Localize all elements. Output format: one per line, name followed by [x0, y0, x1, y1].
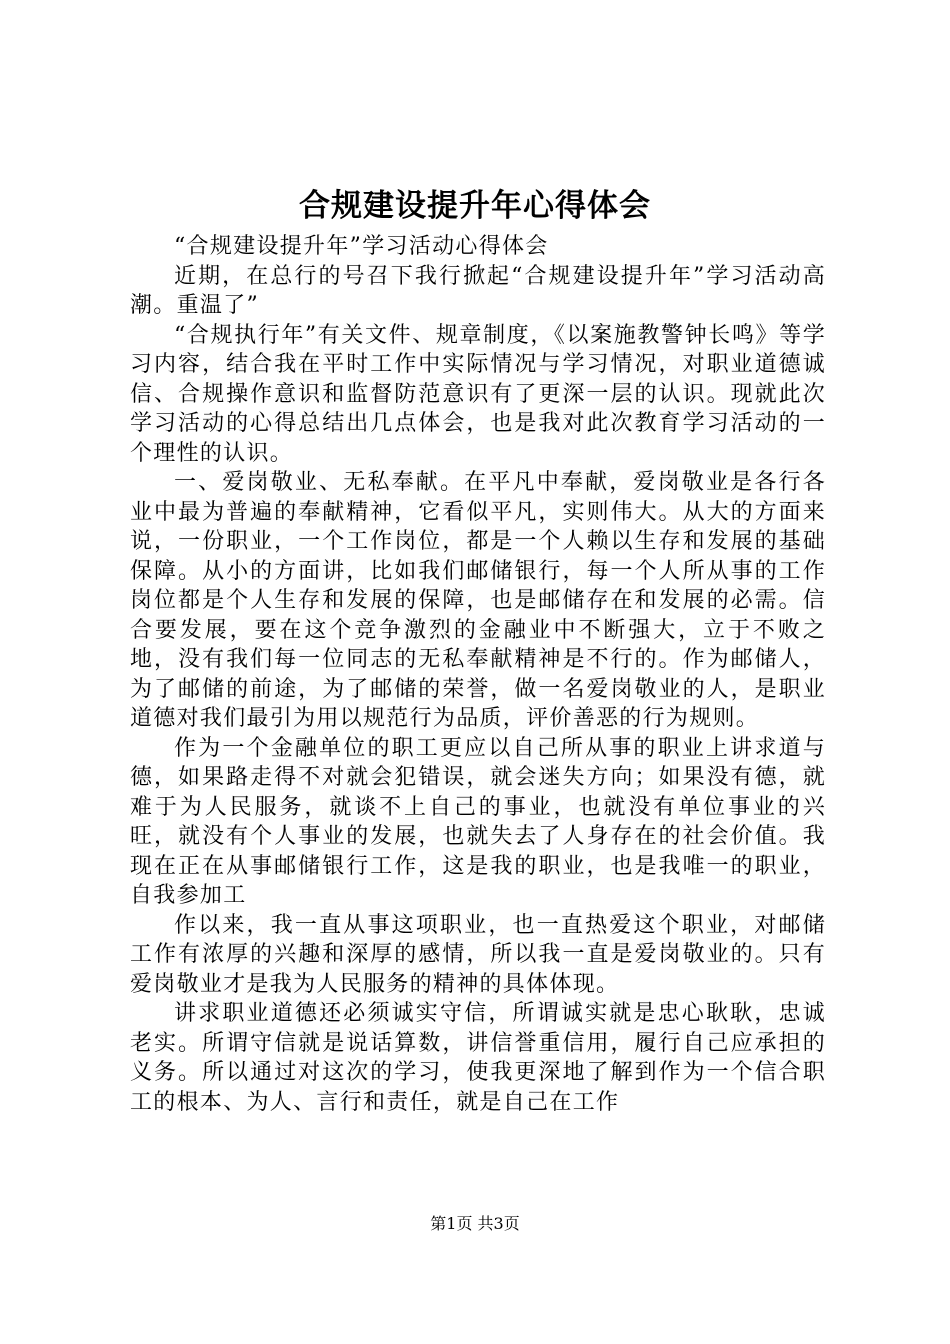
paragraph-point-one: 一、爱岗敬业、无私奉献。在平凡中奉献，爱岗敬业是各行各业中最为普遍的奉献精神，它看似平凡，实则伟大。从大的方面来说，一份职业，一个工作岗位，都是一个人赖以生存和发展的基础保障。从小的方面讲，比如我们邮储银行，每一个人所从事的工作岗位都是个人生存和发展的保障，也是邮储存在和发展的必需。信合要发展，要在这个竞争激烈的金融业中不断强大，立于不败之地，没有我们每一位同志的无私奉献精神是不行的。作为邮储人，为了邮储的前途，为了邮储的荣誉，做一名爱岗敬业的人，是职业道德对我们最引为用以规范行为品质，评价善恶的行为规则。: [130, 470, 826, 731]
paragraph-study: “合规执行年”有关文件、规章制度，《以案施教警钟长鸣》等学习内容，结合我在平时工作中实际情况与学习情况，对职业道德诚信、合规操作意识和监督防范意识有了更深一层的认识。现就此次学习活动的心得总结出几点体会，也是我对此次教育学习活动的一个理性的认识。: [130, 322, 826, 466]
page-footer: 第1页 共3页: [430, 1214, 520, 1233]
paragraph-subtitle: “合规建设提升年”学习活动心得体会: [174, 234, 549, 259]
paragraph-intro: 近期，在总行的号召下我行掀起“合规建设提升年”学习活动高潮。重温了”: [130, 263, 826, 318]
page-title: 合规建设提升年心得体会: [299, 188, 651, 224]
paragraph-integrity: 讲求职业道德还必须诚实守信，所谓诚实就是忠心耿耿，忠诚老实。所谓守信就是说话算数，讲信誉重信用，履行自己应承担的义务。所以通过对这次的学习，使我更深地了解到作为一个信合职工的根本、为人、言行和责任，就是自己在工作: [130, 1001, 826, 1115]
document-body: [130, 232, 826, 1117]
paragraph-dedication: 作以来，我一直从事这项职业，也一直热爱这个职业，对邮储工作有浓厚的兴趣和深厚的感情，所以我一直是爱岗敬业的。只有爱岗敬业才是我为人民服务的精神的具体体现。: [130, 912, 826, 997]
paragraph-ethics: 作为一个金融单位的职工更应以自己所从事的职业上讲求道与德，如果路走得不对就会犯错误，就会迷失方向；如果没有德，就难于为人民服务，就谈不上自己的事业，也就没有单位事业的兴旺，就没有个人事业的发展，也就失去了人身存在的社会价值。我现在正在从事邮储银行工作，这是我的职业，也是我唯一的职业，自我参加工: [130, 735, 826, 908]
